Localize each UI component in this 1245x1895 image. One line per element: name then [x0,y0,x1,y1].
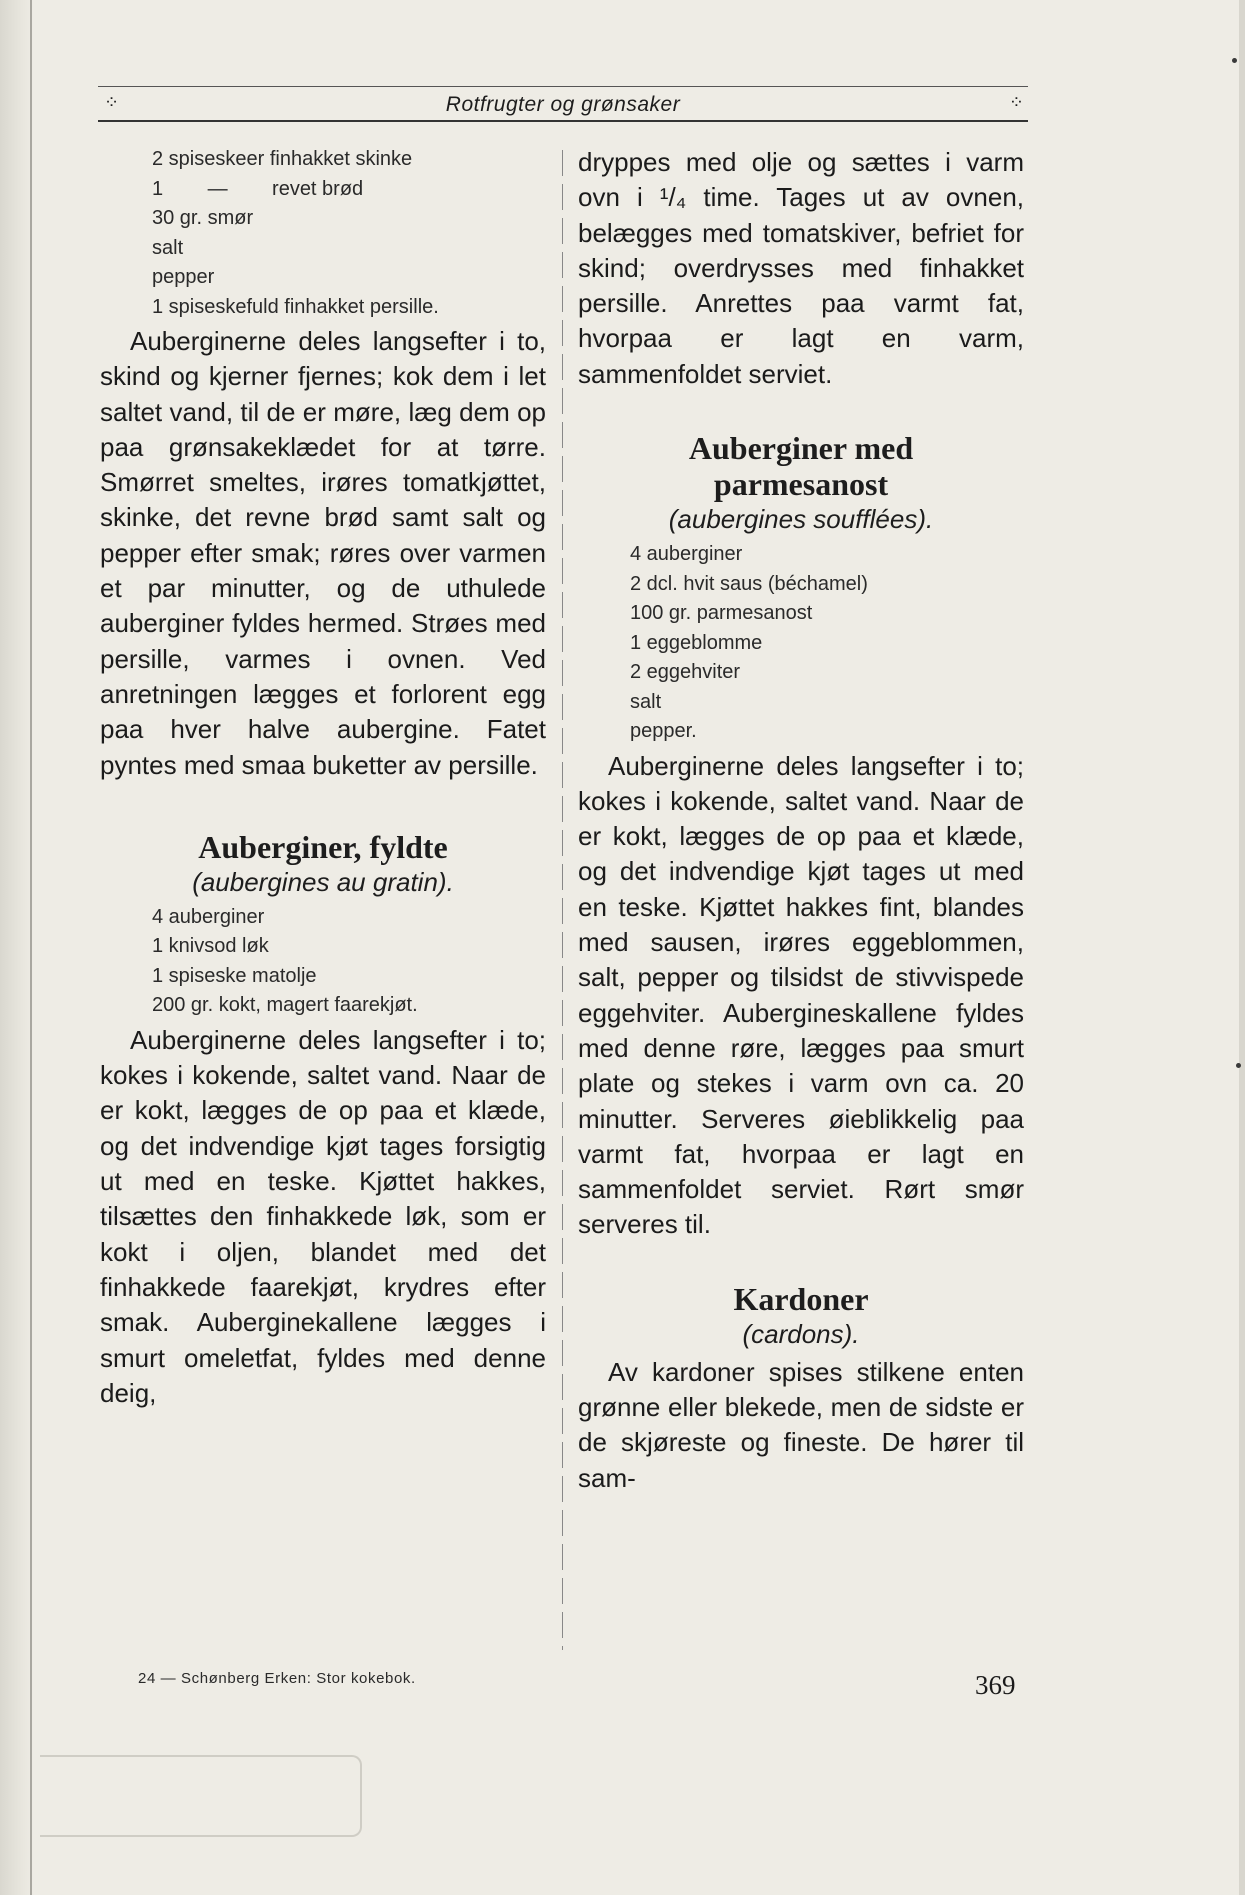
ingredient-item: 2 eggehviter [630,661,741,684]
gutter-line [30,0,32,1895]
recipe-title: Kardoner [733,1280,869,1317]
ingredient-item: 1 spiseske matolje [152,964,317,987]
instruction-paragraph: Auberginerne deles langsefter i to; kokes i kokende, saltet vand. Naar de er kokt, lægges de op paa et klæde, og det indvendige kjøt tages forsigtig ut med en teske. Kjøttet hakkes, tilsættes den finhakkede løk, som er kokt i oljen, blandet med det finhakkede faarekjøt, krydres efter smak. Auberginekallene lægges i smurt omeletfat, fyldes med denne deig, [100,1024,546,1408]
margin-speck [1232,58,1237,63]
ingredient-item: 100 gr. parmesanost [630,602,813,625]
page-edge [1239,0,1245,1895]
ingredient-item: 4 auberginer [630,543,743,566]
left-column [100,145,546,1411]
recipe-title: Auberginer med parmesanost [688,430,914,503]
recipe-subtitle: (cardons). [742,1318,860,1349]
instruction-paragraph: Av kardoner spises stilkene enten grønne eller blekede, men de sidste er de skjøreste og fineste. De hører til sam- [578,1356,1024,1493]
recipe-subtitle: (aubergines au gratin). [192,866,454,897]
column-divider [562,150,563,1650]
page-number: 369 [975,1670,1016,1700]
ingredient-item: 1 spiseskefuld finhakket persille. [152,295,439,318]
instruction-paragraph-continued: dryppes med olje og sættes i varm ovn i ¹/₄ time. Tages ut av ovnen, belægges med tomatskiver, befriet for skind; overdrysses med finhakket persille. Anrettes paa varmt fat, hvorpaa er lagt en varm, sammenfoldet serviet. [578,147,1024,389]
header-rule-top [98,86,1028,87]
recipe-subtitle: (aubergines soufflées). [668,504,934,535]
running-title: Rotfrugter og grønsaker [445,93,681,116]
instruction-paragraph: Auberginerne deles langsefter i to; kokes i kokende, saltet vand. Naar de er kokt, lægges de op paa et klæde, og det indvendige kjøt tages ut med en teske. Kjøttet hakkes fint, blandes med sausen, irøres eggeblommen, salt, pepper og tilsidst de stivvispede eggehviter. Aubergineskallene fyldes med denne røre, lægges paa smurt plate og stekes i varm ovn ca. 20 minutter. Serveres øieblikkelig paa varmt fat, hvorpaa er lagt en sammenfoldet serviet. Rørt smør serveres til. [578,750,1024,1240]
ornament-right-icon: ⁘ [1008,92,1024,113]
ingredient-item: 1 — revet brød [152,177,364,200]
margin-speck [1236,1063,1241,1068]
ingredient-list [152,903,546,1021]
ingredient-item: 200 gr. kokt, magert faarekjøt. [152,994,418,1017]
page-tab-outline [40,1755,362,1837]
ingredient-item: 4 auberginer [152,905,265,928]
ingredient-item: 1 knivsod løk [152,935,269,958]
ingredient-item: pepper. [630,720,697,743]
ingredient-item: salt [630,690,662,713]
ornament-left-icon: ⁘ [104,92,120,113]
book-spine-shadow [0,0,34,1895]
ingredient-list-top [152,145,546,322]
recipe-title: Auberginer, fyldte [198,828,448,865]
running-header [98,86,1028,122]
ingredient-item: salt [152,236,184,259]
ingredient-item: pepper [152,266,215,288]
ingredient-item: 30 gr. smør [152,207,254,229]
ingredient-list [630,540,1024,747]
instruction-paragraph: Auberginerne deles langsefter i to, skind og kjerner fjernes; kok dem i let saltet vand, til de er møre, læg dem op paa grønsakeklædet for at tørre. Smørret smeltes, irøres tomatkjøttet, skinke, det revne brød samt salt og pepper efter smak; røres over varmen et par minutter, og de uthulede auberginer fyldes hermed. Strøes med persille, varmes i ovnen. Ved anretningen lægges et forlorent egg paa hver halve aubergine. Fatet pyntes med smaa buketter av persille. [100,326,546,780]
header-rule-bottom [98,120,1028,122]
ingredient-item: 2 spiseskeer finhakket skinke [152,148,413,170]
printer-signature: 24 — Schønberg Erken: Stor kokebok. [138,1670,416,1687]
right-column [578,145,1024,1496]
ingredient-item: 1 eggeblomme [630,631,763,654]
ingredient-item: 2 dcl. hvit saus (béchamel) [630,572,868,595]
